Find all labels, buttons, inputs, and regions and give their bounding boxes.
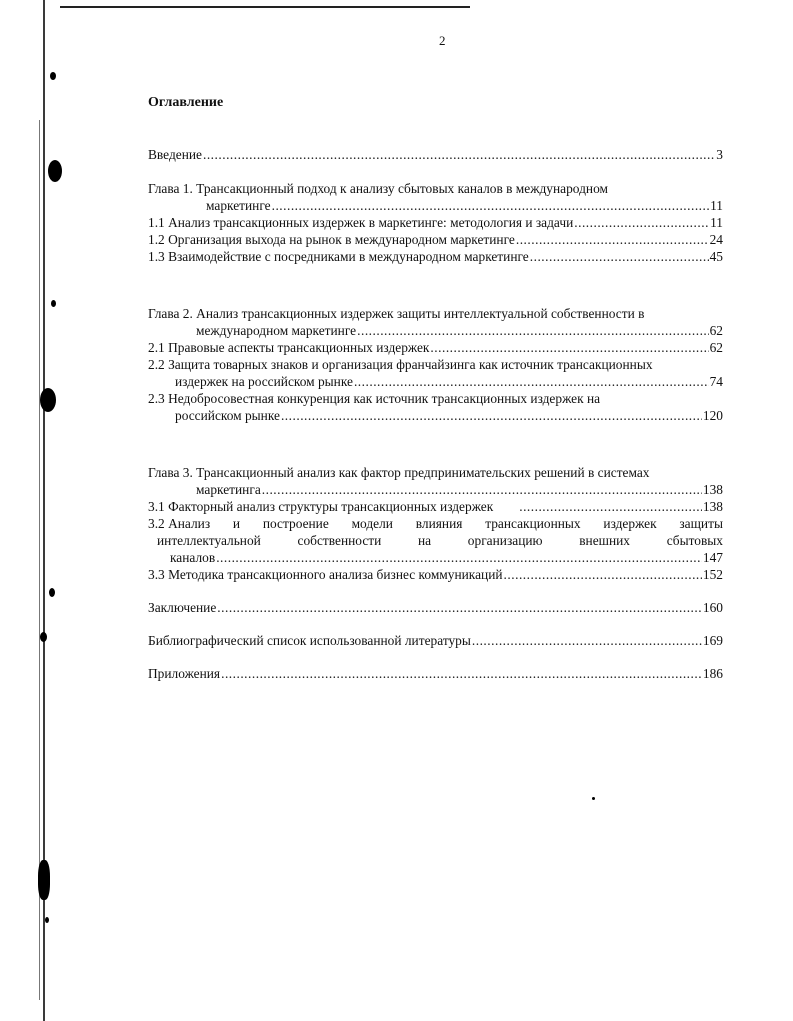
scan-speck: [50, 72, 56, 80]
toc-word: издержек: [603, 516, 657, 531]
toc-entry-label-cont: [148, 373, 723, 390]
toc-entry-1-3[interactable]: [148, 248, 723, 265]
toc-entry-2-2[interactable]: [148, 356, 723, 390]
toc-chapter-title-cont: [148, 322, 723, 339]
toc-chapter-title: Глава 1. Трансакционный подход к анализу сбытовых каналов в международном: [148, 181, 608, 196]
toc-leader-dots: [272, 197, 710, 214]
toc-chapter-title-cont: [148, 197, 723, 214]
toc-leader-dots: [504, 566, 702, 583]
toc-leader-dots: [357, 322, 708, 339]
toc-word: на: [417, 533, 432, 548]
toc-entry-2-3[interactable]: [148, 390, 723, 424]
toc-entry-label: 3.1 Факторный анализ структуры трансакционных издержек: [148, 499, 494, 514]
toc-entry-1-2[interactable]: [148, 231, 723, 248]
toc-leader-dots: [216, 549, 702, 566]
toc-chapter-title-cont: [148, 481, 723, 498]
toc-entry-label-cont: [148, 407, 723, 424]
toc-entry-label: маркетинга: [196, 482, 261, 497]
toc-entry-label-cont: [148, 549, 723, 566]
toc-title: Оглавление: [148, 95, 224, 110]
toc-entry-label: Приложения: [148, 666, 221, 681]
toc-leader-dots: [516, 231, 709, 248]
toc-entry-label: 1.3 Взаимодействие с посредниками в международном маркетинге: [148, 249, 529, 264]
scan-speck: [592, 797, 595, 800]
toc-word: защиты: [679, 516, 723, 531]
toc-entry-page: 147: [702, 550, 723, 565]
toc-entry-page: 152: [702, 567, 723, 582]
toc-entry-label: маркетинге: [206, 198, 271, 213]
toc-word: и: [232, 516, 241, 531]
toc-entry-label: 2.3 Недобросовестная конкуренция как источник трансакционных издержек на: [148, 391, 601, 406]
toc-entry-page: 11: [710, 198, 723, 213]
toc-entry-label: российском рынке: [175, 408, 280, 423]
toc-leader-dots: [262, 481, 702, 498]
toc-entry-1-1[interactable]: [148, 214, 723, 231]
toc-entry-label: Введение: [148, 147, 202, 162]
toc-entry-3-3[interactable]: [148, 566, 723, 583]
toc-chapter-2[interactable]: [148, 305, 723, 339]
toc-entry-2-1[interactable]: [148, 339, 723, 356]
toc-word: внешних: [579, 533, 630, 548]
toc-leader-dots: [217, 599, 702, 616]
toc-entry-3-2[interactable]: [148, 515, 723, 566]
toc-entry-label: 2.2 Защита товарных знаков и организация франчайзинга как источник трансакционных: [148, 357, 653, 372]
toc-entry-label: каналов: [170, 550, 216, 565]
toc-word: трансакционных: [485, 516, 581, 531]
punch-hole: [40, 388, 56, 412]
toc-entry-page: 62: [709, 323, 723, 338]
toc-word: сбытовых: [666, 533, 723, 548]
toc-entry-3-1[interactable]: [148, 498, 723, 515]
scan-speck: [40, 632, 47, 642]
toc-leader-dots: [354, 373, 709, 390]
toc-word: влияния: [415, 516, 463, 531]
scan-speck: [51, 300, 56, 307]
toc-word: интеллектуальной: [157, 533, 261, 548]
toc-entry-label: международном маркетинге: [196, 323, 357, 338]
toc-leader-dots: [472, 632, 702, 649]
toc-entry-page: 74: [709, 374, 723, 389]
toc-entry-page: 186: [702, 666, 723, 681]
toc-leader-dots: [203, 146, 715, 163]
toc-leader-dots: [530, 248, 709, 265]
toc-entry-page: 11: [710, 215, 723, 230]
toc-leader-dots: [281, 407, 702, 424]
punch-hole: [48, 160, 62, 182]
toc-entry-justified-line: [148, 532, 723, 549]
toc-chapter-3[interactable]: [148, 464, 723, 498]
toc-chapter-title: Глава 3. Трансакционный анализ как фактор предпринимательских решений в системах: [148, 465, 650, 480]
toc-leader-dots: [430, 339, 708, 356]
toc-entry-label: издержек на российском рынке: [175, 374, 353, 389]
scan-speck: [45, 917, 49, 923]
toc-entry-page: 45: [709, 249, 723, 264]
toc-word: модели: [351, 516, 393, 531]
toc-entry-label: 1.1 Анализ трансакционных издержек в маркетинге: методология и задачи: [148, 215, 574, 230]
table-of-contents: [148, 146, 723, 682]
toc-entry-page: 120: [702, 408, 723, 423]
toc-entry-intro[interactable]: [148, 146, 723, 163]
toc-entry-appendix[interactable]: [148, 665, 723, 682]
page-number: 2: [439, 33, 446, 48]
toc-chapter-title: Глава 2. Анализ трансакционных издержек защиты интеллектуальной собственности в: [148, 306, 645, 321]
toc-chapter-1[interactable]: [148, 180, 723, 214]
toc-entry-label: Заключение: [148, 600, 217, 615]
scan-top-rule: [60, 6, 470, 8]
toc-entry-page: 138: [702, 499, 723, 514]
toc-word: 3.2 Анализ: [148, 516, 211, 531]
toc-entry-label: Библиографический список использованной литературы: [148, 633, 471, 648]
punch-hole: [38, 860, 50, 900]
toc-entry-page: 138: [702, 482, 723, 497]
toc-leader-dots: [574, 214, 709, 231]
toc-word: организацию: [467, 533, 543, 548]
toc-leader-dots: [519, 498, 702, 515]
toc-entry-conclusion[interactable]: [148, 599, 723, 616]
toc-entry-page: 3: [716, 147, 723, 162]
scan-speck: [49, 588, 55, 597]
toc-word: собственности: [297, 533, 382, 548]
toc-entry-label: 2.1 Правовые аспекты трансакционных издержек: [148, 340, 430, 355]
toc-entry-page: 160: [702, 600, 723, 615]
toc-entry-label: 3.3 Методика трансакционного анализа бизнес коммуникаций: [148, 567, 503, 582]
toc-entry-label: 1.2 Организация выхода на рынок в международном маркетинге: [148, 232, 515, 247]
toc-entry-justified-line: [148, 515, 723, 532]
toc-entry-bibliography[interactable]: [148, 632, 723, 649]
toc-entry-page: 24: [709, 232, 723, 247]
toc-entry-page: 169: [702, 633, 723, 648]
toc-entry-page: 62: [709, 340, 723, 355]
toc-word: построение: [262, 516, 329, 531]
toc-leader-dots: [221, 665, 702, 682]
